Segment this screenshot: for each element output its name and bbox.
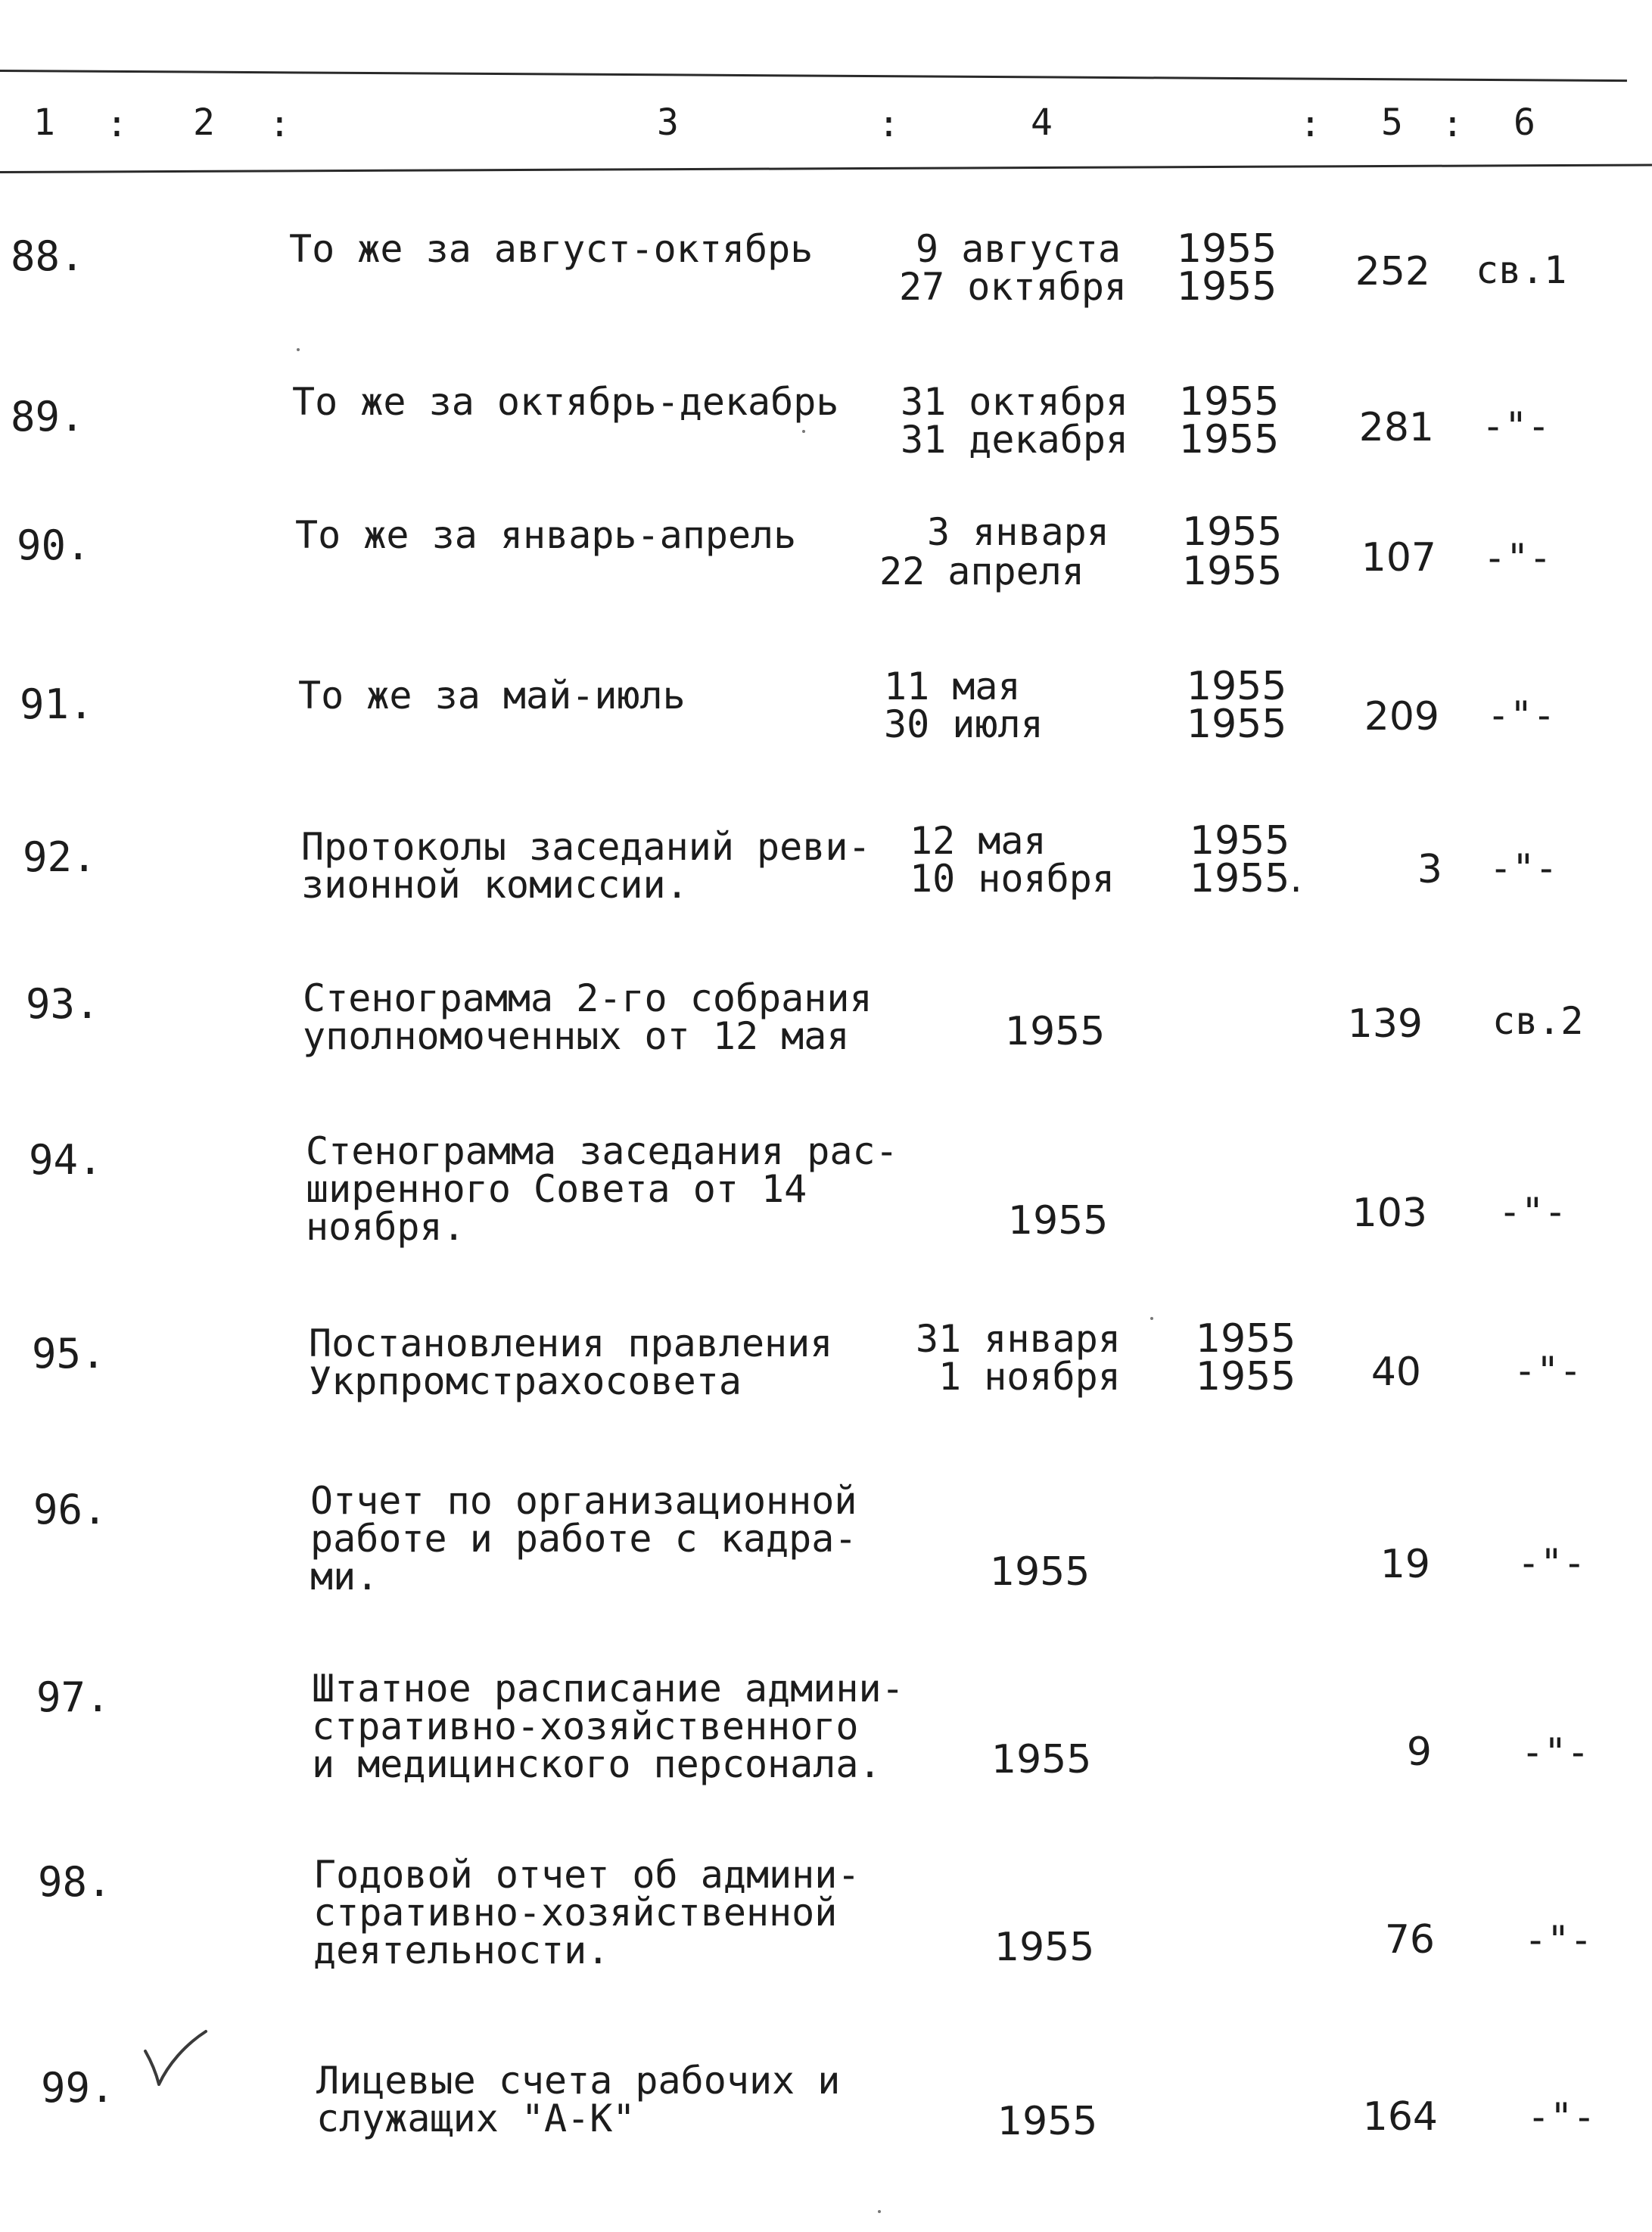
row-year: 1955 xyxy=(997,2099,1098,2144)
row-number: 94. xyxy=(29,1136,103,1184)
row-number: 90. xyxy=(17,521,91,569)
row-title-line-2: зионной комиссии. xyxy=(301,863,689,907)
scan-speck xyxy=(802,430,805,433)
col-header-5: 5 xyxy=(1381,101,1403,144)
row-title-line-2: стративно-хозяйственной xyxy=(313,1891,838,1935)
row-number: 98. xyxy=(38,1858,112,1906)
row-date-start: 11 мая xyxy=(884,665,1021,708)
row-storage-unit: -"- xyxy=(1514,1349,1582,1393)
row-title-line-1: Стенограмма 2-го собрания xyxy=(303,976,873,1020)
row-storage-unit: -"- xyxy=(1498,1190,1567,1234)
col-separator: : xyxy=(878,103,900,145)
col-separator: : xyxy=(269,103,291,145)
col-header-4: 4 xyxy=(1031,101,1053,144)
row-date-start: 31 октября xyxy=(901,380,1129,424)
row-year: 1955 xyxy=(990,1549,1090,1595)
row-title: То же за май-июль xyxy=(298,674,686,718)
header-rule xyxy=(0,163,1652,173)
row-number: 96. xyxy=(33,1486,107,1533)
row-year-end: 1955 xyxy=(1187,702,1287,747)
row-date-start: 12 мая xyxy=(910,819,1047,863)
row-year-start: 1955 xyxy=(1190,818,1290,864)
row-title: То же за октябрь-декабрь xyxy=(292,380,839,424)
row-date-end: 31 декабря xyxy=(901,418,1129,462)
row-title-line-1: Постановления правления xyxy=(309,1321,833,1365)
row-sheet-count: 9 xyxy=(1406,1729,1432,1775)
row-storage-unit: -"- xyxy=(1527,2095,1596,2139)
scan-speck xyxy=(297,348,300,351)
row-sheet-count: 76 xyxy=(1384,1917,1435,1963)
row-title-line-3: ми. xyxy=(310,1555,379,1599)
row-year-start: 1955 xyxy=(1187,664,1287,709)
row-date-end: 1 ноября xyxy=(938,1355,1121,1399)
row-title-line-2: ширенного Совета от 14 xyxy=(306,1167,807,1211)
row-storage-unit: св.1 xyxy=(1476,248,1567,292)
row-number: 92. xyxy=(23,833,97,881)
col-separator: : xyxy=(106,103,128,145)
row-sheet-count: 107 xyxy=(1361,535,1436,581)
row-title-line-2: Укрпромстрахосовета xyxy=(309,1359,742,1403)
row-number: 89. xyxy=(11,393,85,440)
row-storage-unit: -"- xyxy=(1487,693,1556,737)
row-sheet-count: 19 xyxy=(1380,1542,1430,1587)
scan-speck xyxy=(1150,1317,1153,1320)
row-title: То же за январь-апрель xyxy=(295,513,797,557)
row-sheet-count: 103 xyxy=(1352,1191,1427,1236)
row-date-end: 30 июля xyxy=(884,702,1044,746)
row-year: 1955 xyxy=(991,1737,1092,1782)
row-storage-unit: -"- xyxy=(1517,1541,1586,1585)
row-title-line-2: работе и работе с кадра- xyxy=(310,1517,857,1561)
row-year-end: 1955 xyxy=(1182,549,1283,594)
row-year-end: 1955 xyxy=(1196,1354,1296,1399)
row-title-line-1: Лицевые счета рабочих и xyxy=(316,2059,841,2103)
row-title-line-1: Отчет по организационной xyxy=(310,1479,857,1523)
row-year-start: 1955 xyxy=(1196,1316,1296,1362)
row-sheet-count: 209 xyxy=(1364,694,1439,739)
col-separator: : xyxy=(1299,103,1321,145)
row-title-line-1: Стенограмма заседания рас- xyxy=(306,1129,898,1173)
row-number: 99. xyxy=(41,2064,115,2112)
row-number: 91. xyxy=(20,680,94,728)
row-year-start: 1955 xyxy=(1182,509,1283,555)
top-rule xyxy=(0,70,1627,82)
scan-speck xyxy=(878,2210,881,2213)
row-sheet-count: 40 xyxy=(1370,1349,1421,1395)
row-sheet-count: 252 xyxy=(1355,249,1430,294)
row-date-end: 22 апреля xyxy=(879,549,1084,593)
row-storage-unit: -"- xyxy=(1489,846,1558,890)
row-year: 1955 xyxy=(1005,1009,1106,1054)
row-title-line-1: Штатное расписание админи- xyxy=(312,1667,904,1711)
row-storage-unit: -"- xyxy=(1483,536,1552,580)
row-date-end: 27 октября xyxy=(899,265,1128,309)
row-date-start: 31 января xyxy=(916,1317,1121,1361)
row-sheet-count: 164 xyxy=(1362,2094,1438,2140)
row-storage-unit: -"- xyxy=(1524,1918,1593,1962)
col-header-3: 3 xyxy=(657,101,679,144)
row-date-start: 9 августа xyxy=(916,227,1121,271)
col-header-1: 1 xyxy=(33,101,55,144)
row-year-end: 1955. xyxy=(1190,856,1302,901)
row-title-line-1: Протоколы заседаний реви- xyxy=(301,825,871,869)
col-separator: : xyxy=(1442,103,1464,145)
row-date-start: 3 января xyxy=(927,510,1109,554)
row-title-line-3: ноября. xyxy=(306,1205,465,1249)
row-title-line-3: и медицинского персонала. xyxy=(312,1742,882,1786)
row-year-start: 1955 xyxy=(1179,379,1280,425)
row-storage-unit: -"- xyxy=(1482,404,1551,448)
row-title-line-3: деятельности. xyxy=(313,1928,610,1972)
row-year: 1955 xyxy=(1008,1198,1109,1244)
row-sheet-count: 281 xyxy=(1358,405,1434,450)
row-year-end: 1955 xyxy=(1177,264,1277,310)
row-title: То же за август-октябрь xyxy=(289,227,814,271)
col-header-2: 2 xyxy=(193,101,215,144)
row-date-end: 10 ноября xyxy=(910,857,1115,901)
row-number: 93. xyxy=(26,980,100,1028)
row-title-line-2: уполномоченных от 12 мая xyxy=(303,1014,850,1058)
row-year-end: 1955 xyxy=(1179,417,1280,462)
row-number: 95. xyxy=(32,1330,106,1377)
row-year-start: 1955 xyxy=(1177,226,1277,272)
col-header-6: 6 xyxy=(1514,101,1535,144)
row-storage-unit: св.2 xyxy=(1492,999,1584,1043)
row-sheet-count: 3 xyxy=(1417,847,1442,892)
row-title-line-1: Годовой отчет об админи- xyxy=(313,1853,860,1897)
row-sheet-count: 139 xyxy=(1347,1001,1423,1047)
row-number: 97. xyxy=(36,1673,110,1721)
row-number: 88. xyxy=(11,232,85,280)
row-title-line-2: стративно-хозяйственного xyxy=(312,1704,859,1748)
row-year: 1955 xyxy=(994,1925,1095,1970)
checkmark-icon xyxy=(142,2028,210,2089)
row-title-line-2: служащих "А-К" xyxy=(316,2097,636,2140)
row-storage-unit: -"- xyxy=(1521,1730,1590,1774)
